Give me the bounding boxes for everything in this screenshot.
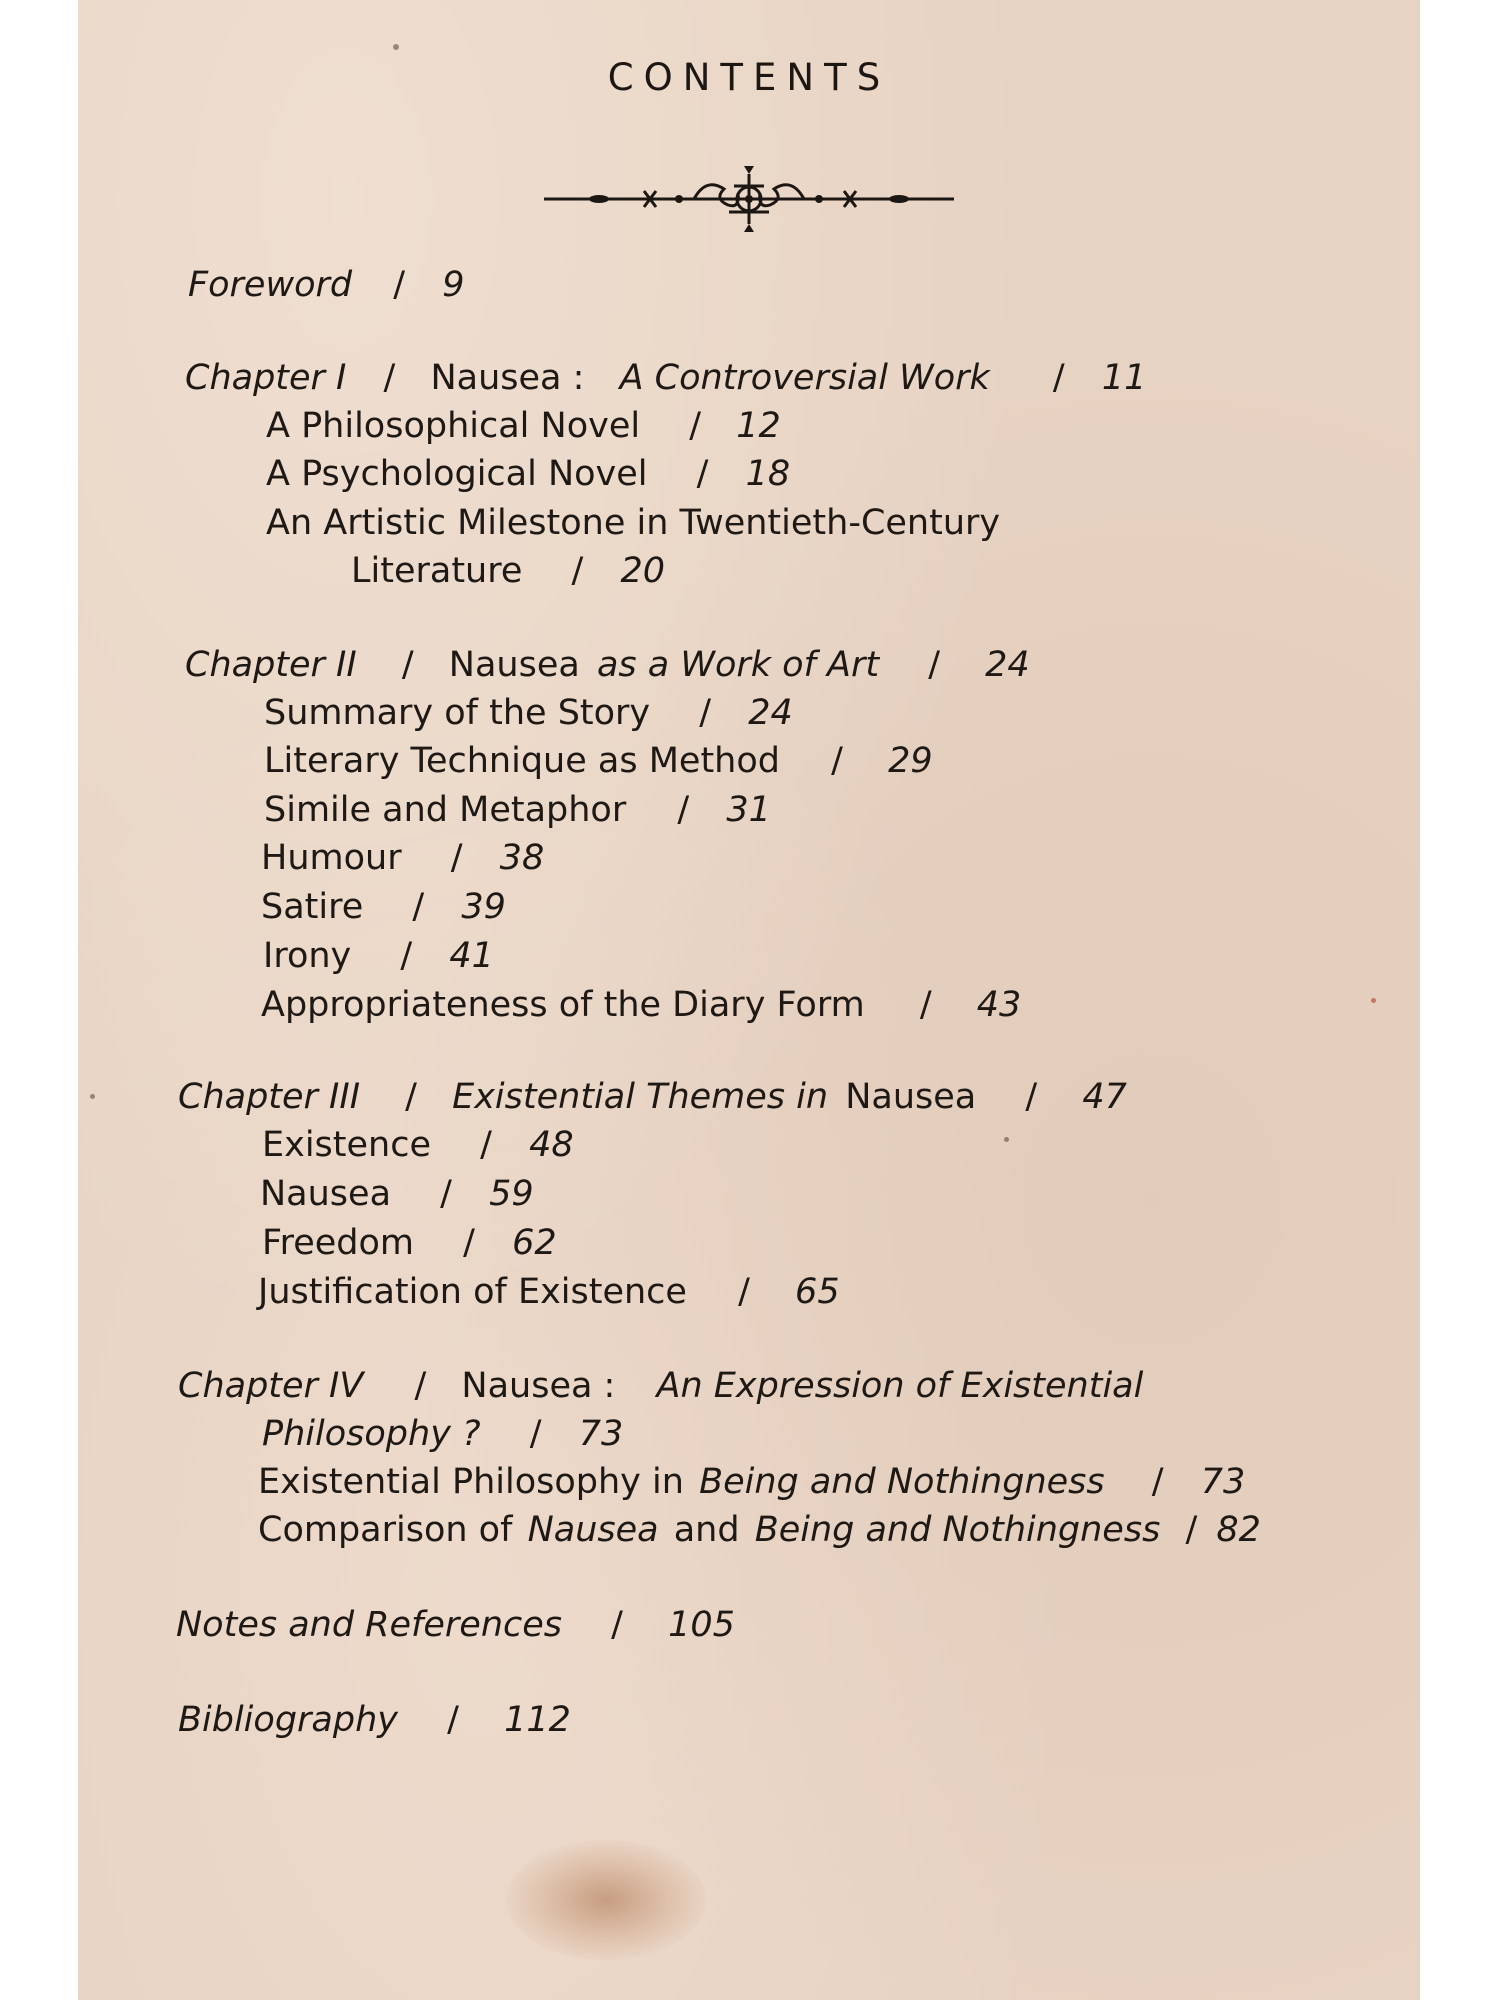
chapter-label: Chapter IV bbox=[178, 1366, 364, 1406]
page-number: 73 bbox=[578, 1414, 624, 1454]
separator: / bbox=[699, 693, 712, 733]
section-label: Simile and Metaphor bbox=[264, 790, 627, 830]
page-number: 43 bbox=[976, 985, 1022, 1025]
chapter-label: Chapter II bbox=[185, 645, 357, 685]
decorative-ornament-icon bbox=[544, 166, 954, 236]
book-page bbox=[78, 0, 1420, 2000]
section-title-italic: Being and Nothingness bbox=[699, 1462, 1105, 1502]
chapter-subtitle: Nausea bbox=[845, 1077, 977, 1117]
entry-label: Bibliography bbox=[178, 1700, 398, 1740]
separator: / bbox=[450, 838, 463, 878]
toc-foreword[interactable] bbox=[188, 265, 464, 305]
separator: / bbox=[412, 887, 425, 927]
toc-section[interactable] bbox=[266, 503, 1000, 543]
chapter-subtitle: A Controversial Work bbox=[619, 358, 990, 398]
page-number: 38 bbox=[499, 838, 545, 878]
page-number: 12 bbox=[736, 406, 781, 446]
toc-section[interactable] bbox=[261, 985, 1021, 1025]
page-title: CONTENTS bbox=[607, 56, 891, 99]
speck bbox=[1004, 1137, 1009, 1142]
section-title-italic: Nausea bbox=[527, 1510, 659, 1550]
separator: / bbox=[1151, 1462, 1164, 1502]
section-label: An Artistic Milestone in Twentieth-Century bbox=[266, 503, 1001, 543]
chapter-title: Nausea : bbox=[430, 358, 585, 398]
speck bbox=[1371, 998, 1376, 1003]
page-number: 11 bbox=[1101, 358, 1147, 398]
separator: / bbox=[611, 1605, 623, 1645]
separator: / bbox=[928, 645, 940, 685]
toc-section[interactable] bbox=[264, 790, 771, 830]
section-label: A Philosophical Novel bbox=[266, 406, 641, 446]
page-number: 24 bbox=[985, 645, 1030, 685]
toc-section[interactable] bbox=[266, 454, 790, 494]
toc-section[interactable] bbox=[261, 887, 506, 927]
page-number: 18 bbox=[745, 454, 791, 494]
chapter-label: Chapter III bbox=[178, 1077, 361, 1117]
separator: / bbox=[919, 985, 932, 1025]
section-label: and bbox=[673, 1510, 740, 1550]
page-number: 73 bbox=[1200, 1462, 1246, 1502]
page-number: 47 bbox=[1082, 1077, 1127, 1117]
toc-section[interactable] bbox=[258, 1510, 1261, 1550]
separator: / bbox=[1025, 1077, 1038, 1117]
separator: / bbox=[529, 1414, 542, 1454]
speck bbox=[90, 1094, 95, 1099]
entry-label: Notes and References bbox=[176, 1605, 563, 1645]
toc-section[interactable] bbox=[266, 406, 781, 446]
section-title-italic: Being and Nothingness bbox=[754, 1510, 1161, 1550]
toc-section[interactable] bbox=[264, 693, 793, 733]
toc-chapter-4[interactable] bbox=[178, 1366, 1143, 1406]
toc-section-continuation[interactable] bbox=[351, 551, 665, 591]
toc-chapter-2[interactable] bbox=[185, 645, 1030, 685]
section-label: Irony bbox=[263, 936, 352, 976]
separator: / bbox=[696, 454, 709, 494]
separator: / bbox=[463, 1223, 475, 1263]
chapter-title: Nausea bbox=[448, 645, 580, 685]
page-number: 20 bbox=[620, 551, 666, 591]
section-label: Satire bbox=[261, 887, 364, 927]
separator: / bbox=[400, 936, 413, 976]
separator: / bbox=[831, 741, 843, 781]
section-label: Justification of Existence bbox=[258, 1272, 687, 1312]
page-stain bbox=[506, 1840, 706, 1960]
section-label: A Psychological Novel bbox=[266, 454, 648, 494]
toc-section[interactable] bbox=[262, 1223, 557, 1263]
section-label: Nausea bbox=[260, 1174, 392, 1214]
section-label: Appropriateness of the Diary Form bbox=[261, 985, 865, 1025]
entry-label: Foreword bbox=[188, 265, 353, 305]
separator: / bbox=[571, 551, 584, 591]
section-label: Comparison of bbox=[258, 1510, 513, 1550]
chapter-title: Nausea : bbox=[461, 1366, 616, 1406]
separator: / bbox=[405, 1077, 417, 1117]
separator: / bbox=[440, 1174, 452, 1214]
page-number: 41 bbox=[449, 936, 494, 976]
page-number: 112 bbox=[504, 1700, 571, 1740]
separator: / bbox=[677, 790, 690, 830]
page-number: 29 bbox=[888, 741, 933, 781]
toc-chapter-3[interactable] bbox=[178, 1077, 1127, 1117]
page-number: 39 bbox=[461, 887, 506, 927]
toc-section[interactable] bbox=[260, 1174, 534, 1214]
toc-section[interactable] bbox=[262, 1125, 574, 1165]
separator: / bbox=[447, 1700, 459, 1740]
speck bbox=[393, 44, 399, 50]
section-label: Literary Technique as Method bbox=[264, 741, 780, 781]
toc-bibliography[interactable] bbox=[178, 1700, 571, 1740]
toc-section[interactable] bbox=[258, 1462, 1245, 1502]
separator: / bbox=[738, 1272, 750, 1312]
separator: / bbox=[1052, 358, 1065, 398]
separator: / bbox=[383, 358, 396, 398]
toc-chapter-continuation[interactable] bbox=[262, 1414, 623, 1454]
section-label: Existential Philosophy in bbox=[258, 1462, 684, 1502]
separator: / bbox=[480, 1125, 492, 1165]
chapter-subtitle: as a Work of Art bbox=[596, 645, 880, 685]
page-number: 65 bbox=[795, 1272, 840, 1312]
page-number: 62 bbox=[512, 1223, 557, 1263]
toc-section[interactable] bbox=[263, 936, 494, 976]
chapter-label: Chapter I bbox=[185, 358, 347, 398]
separator: / bbox=[401, 645, 414, 685]
page-number: 9 bbox=[442, 265, 465, 305]
separator: / bbox=[1185, 1510, 1198, 1550]
page-number: 105 bbox=[668, 1605, 735, 1645]
chapter-subtitle: Philosophy ? bbox=[262, 1414, 481, 1454]
toc-notes[interactable] bbox=[176, 1605, 735, 1645]
section-label: Humour bbox=[261, 838, 402, 878]
section-label: Literature bbox=[351, 551, 523, 591]
page-number: 82 bbox=[1216, 1510, 1261, 1550]
section-label: Existence bbox=[262, 1125, 432, 1165]
section-label: Summary of the Story bbox=[264, 693, 651, 733]
separator: / bbox=[689, 406, 702, 446]
page-number: 31 bbox=[726, 790, 771, 830]
separator: / bbox=[414, 1366, 427, 1406]
chapter-subtitle: An Expression of Existential bbox=[656, 1366, 1144, 1406]
separator: / bbox=[393, 265, 406, 305]
chapter-title: Existential Themes in bbox=[452, 1077, 829, 1117]
page-number: 48 bbox=[529, 1125, 574, 1165]
toc-chapter-1[interactable] bbox=[185, 358, 1146, 398]
toc-section[interactable] bbox=[258, 1272, 840, 1312]
toc-section[interactable] bbox=[264, 741, 933, 781]
section-label: Freedom bbox=[262, 1223, 414, 1263]
page-number: 24 bbox=[748, 693, 793, 733]
page-number: 59 bbox=[489, 1174, 534, 1214]
toc-section[interactable] bbox=[261, 838, 544, 878]
